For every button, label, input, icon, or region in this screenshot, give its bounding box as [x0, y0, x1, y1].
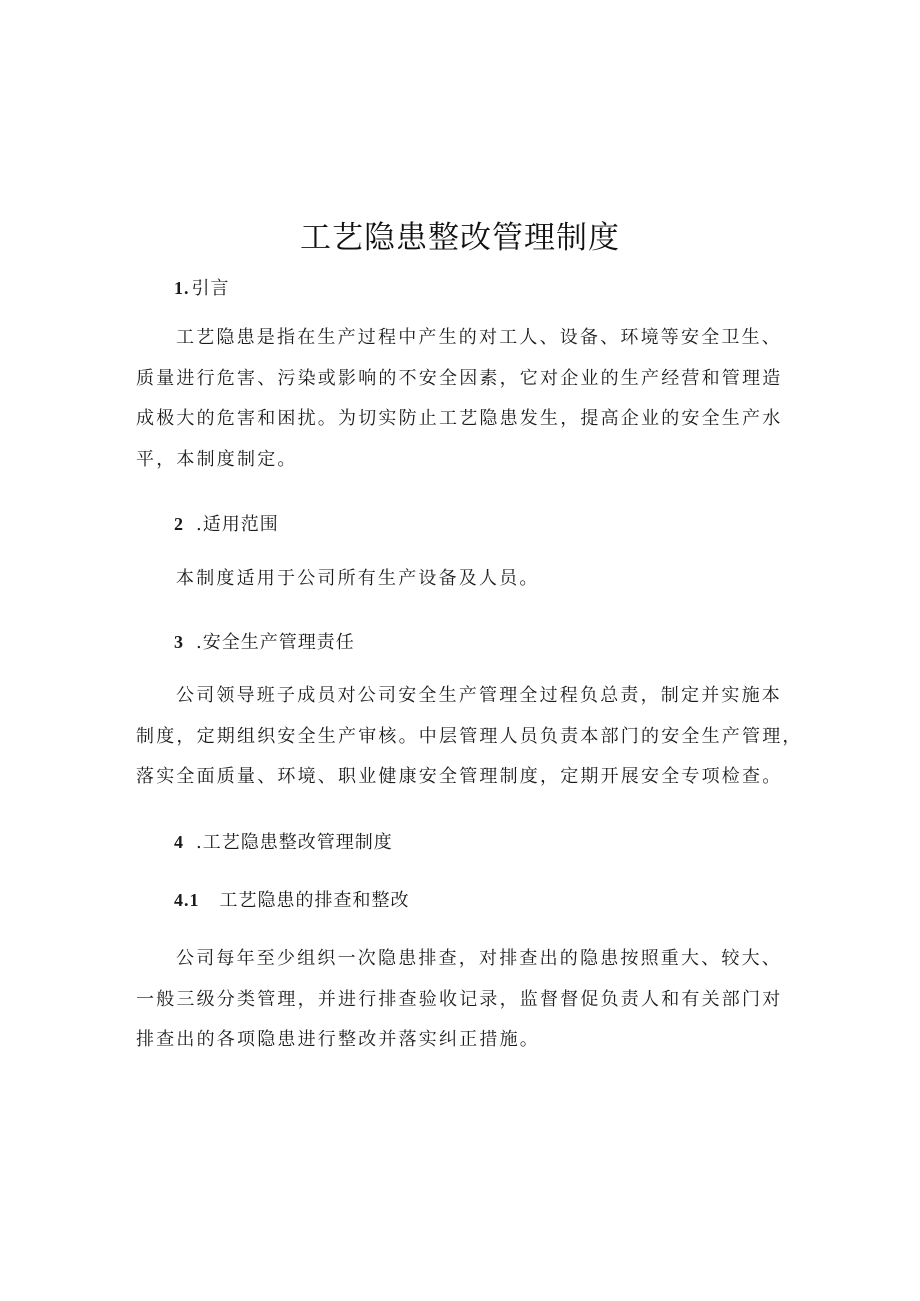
section-title-4: .工艺隐患整改管理制度	[196, 832, 393, 853]
paragraph-line: 排查出的各项隐患进行整改并落实纠正措施。	[136, 1029, 540, 1050]
paragraph-line: 本制度适用于公司所有生产设备及人员。	[176, 568, 540, 589]
section-heading-4	[174, 828, 393, 854]
section-heading-2	[174, 510, 279, 536]
section-number-3: 3	[174, 632, 184, 652]
section-title-2: .适用范围	[196, 514, 279, 535]
section-heading-1	[174, 274, 230, 300]
paragraph-line: 制度，定期组织安全生产审核。中层管理人员负责本部门的安全生产管理，	[136, 725, 803, 747]
section-body-2	[136, 559, 786, 600]
paragraph-line: 工艺隐患是指在生产过程中产生的对工人、设备、环境等安全卫生、	[176, 327, 782, 348]
section-title-3: .安全生产管理责任	[196, 632, 355, 653]
section-heading-3	[174, 628, 355, 654]
section-heading-4-1	[174, 886, 410, 912]
paragraph-line: 成极大的危害和困扰。为切实防止工艺隐患发生，提高企业的安全生产水	[136, 408, 783, 429]
paragraph-line: 公司每年至少组织一次隐患排查，对排查出的隐患按照重大、较大、	[176, 948, 782, 969]
section-number-1: 1.	[174, 278, 190, 298]
paragraph-line: 质量进行危害、污染或影响的不安全因素，它对企业的生产经营和管理造	[136, 367, 783, 389]
document-title: 工艺隐患整改管理制度	[300, 220, 620, 256]
paragraph-line: 落实全面质量、环境、职业健康安全管理制度，定期开展安全专项检查。	[136, 766, 783, 787]
section-number-4: 4	[174, 832, 184, 852]
section-title-4-1: 工艺隐患的排查和整改	[219, 890, 410, 911]
section-title-1: 引言	[191, 278, 230, 299]
section-body-4-1	[136, 939, 786, 1061]
section-body-1	[136, 318, 786, 480]
section-number-2: 2	[174, 514, 184, 534]
section-number-4-1: 4.1	[174, 890, 200, 910]
paragraph-line: 一般三级分类管理，并进行排查验收记录，监督督促负责人和有关部门对	[136, 988, 783, 1010]
paragraph-line: 公司领导班子成员对公司安全生产管理全过程负总责，制定并实施本	[176, 685, 782, 706]
paragraph-line: 平，本制度制定。	[136, 448, 298, 470]
section-body-3	[136, 676, 803, 798]
